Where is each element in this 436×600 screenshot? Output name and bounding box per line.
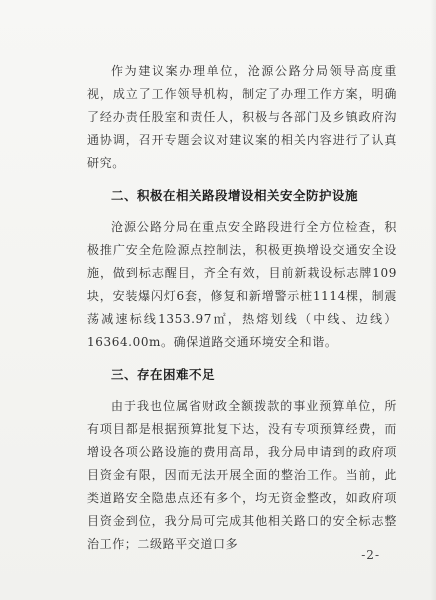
paragraph-difficulties: 由于我也位属省财政全额拨款的事业预算单位，所有项目都是根据预算批复下达，没有专项预算经费，而增设各项公路设施的费用高昂，我分局申请到的政府项目资金有限，因而无法开展全面的整治工作。当前，此类道路安全隐患点还有多个，均无资金整改，如政府项目资金到位，我分局可完成其他相关路口的安全标志整治工作；二级路平交道口多 xyxy=(87,399,397,551)
paragraph-safety-facilities: 沧源公路分局在重点安全路段进行全方位检查，积极推广安全危险源点控制法，积极更换增设交通安全设施，做到标志醒目，齐全有效，目前新栽设标志牌109块，安装爆闪灯6套，修复和新增警示桩1114棵，制震荡减速标线1353.97㎡，热熔划线（中线、边线）16364.00m。确保道路交通环境安全和谐。 xyxy=(87,220,397,349)
section-heading-2: 二、积极在相关路段增设相关安全防护设施 xyxy=(111,188,359,203)
page-number: -2- xyxy=(361,548,380,562)
paragraph-intro: 作为建议案办理单位，沧源公路分局领导高度重视，成立了工作领导机构，制定了办理工作方案，明确了经办责任股室和责任人，积极与各部门及乡镇政府沟通协调，召开专题会议对建议案的相关内容进行了认真研究。 xyxy=(87,64,397,170)
scan-edge-shadow xyxy=(430,0,436,600)
document-body xyxy=(87,60,397,556)
section-heading-3: 三、存在困难不足 xyxy=(111,367,216,382)
